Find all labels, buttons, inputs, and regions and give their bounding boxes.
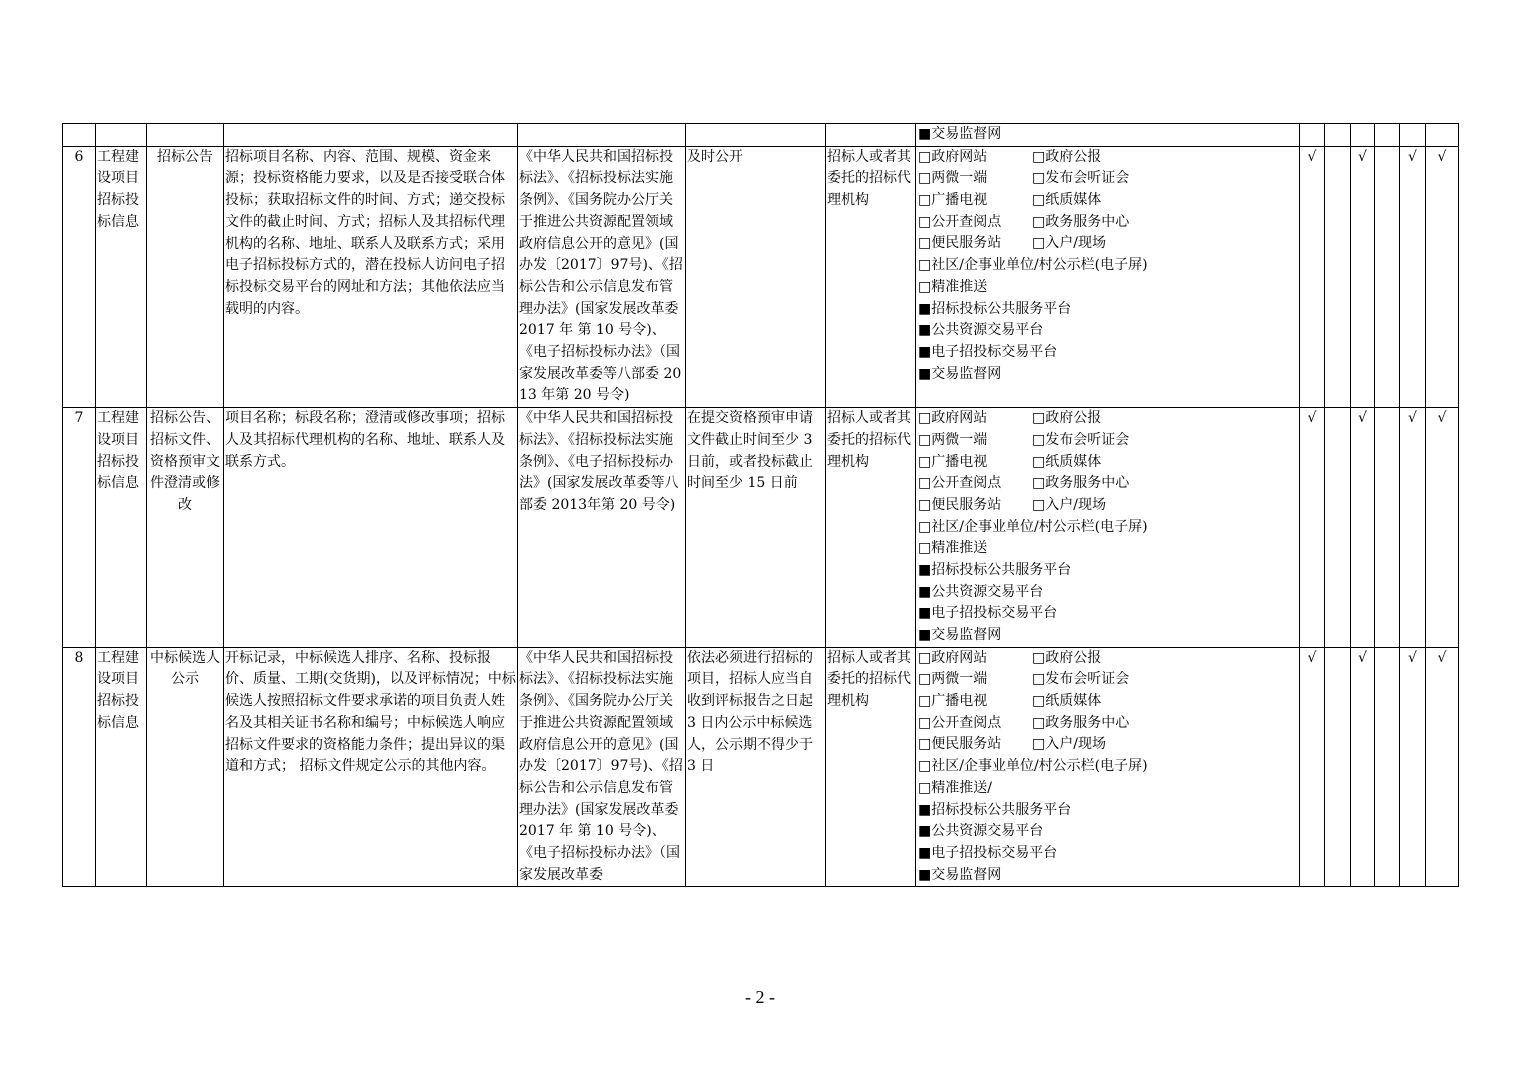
cell-check: √ — [1400, 146, 1426, 407]
channel-line — [918, 691, 1298, 713]
cell-check: √ — [1351, 647, 1375, 887]
cell-subject: 招标人或者其委托的招标代理机构 — [826, 408, 916, 648]
cell-check: √ — [1426, 647, 1459, 887]
cell-basis: 《中华人民共和国招标投标法》、《招标投标法实施条例》、《国务院办公厅关于推进公共资源配置领域政府信息公开的意见》(国办发〔2017〕97号)、《招标公告和公示信息发布管理办法》(国家发展改革委 2017 年 第 10 号令)、《电子招标投标办法》（国家发展改革委等八部委 2013 年第 20 号令) — [518, 146, 686, 407]
channel-option: ■电子招投标交易平台 — [918, 605, 1058, 622]
channel-option: ■电子招投标交易平台 — [918, 844, 1058, 861]
cell-channels — [916, 124, 1300, 147]
channel-option: □政府网站 — [918, 649, 988, 666]
cell-check: √ — [1426, 408, 1459, 648]
cell-category: 工程建设项目招标投标信息 — [96, 408, 147, 648]
cell-check: √ — [1300, 408, 1325, 648]
channel-option: □公开查阅点 — [918, 213, 1002, 230]
channel-option: □入户/现场 — [1032, 235, 1106, 252]
table-row — [63, 647, 1459, 887]
page-number: - 2 - — [745, 987, 775, 1007]
channel-option: □两微一端 — [918, 170, 988, 187]
channel-option: □便民服务站 — [918, 736, 1002, 753]
channel-option: □纸质媒体 — [1032, 453, 1102, 470]
disclosure-table — [62, 123, 1459, 887]
channel-option: □社区/企事业单位/村公示栏(电子屏) — [918, 257, 1148, 274]
channel-option: □社区/企事业单位/村公示栏(电子屏) — [918, 518, 1148, 535]
cell-item — [147, 124, 224, 147]
cell-check: √ — [1351, 146, 1375, 407]
cell-time-limit: 依法必须进行招标的项目，招标人应当自收到评标报告之日起 3 日内公示中标候选人，公示期不得少于 3 日 — [686, 647, 826, 887]
channel-option: □精准推送 — [918, 278, 988, 295]
cell-no: 8 — [63, 647, 96, 887]
cell-time-limit: 在提交资格预审申请文件截止时间至少 3 日前，或者投标截止时间至少 15 日前 — [686, 408, 826, 648]
channel-option: ■交易监督网 — [918, 627, 1002, 643]
channel-option: □广播电视 — [918, 693, 988, 710]
channel-line — [918, 734, 1298, 756]
cell-basis: 《中华人民共和国招标投标法》、《招标投标法实施条例》、《电子招标投标办法》(国家发展改革委等八部委 2013年第 20 号令) — [518, 408, 686, 648]
cell-no — [63, 124, 96, 147]
cell-subject — [826, 124, 916, 147]
cell-check — [1351, 124, 1375, 147]
channel-option: □便民服务站 — [918, 235, 1002, 252]
cell-check — [1375, 146, 1400, 407]
channel-line — [918, 648, 1298, 670]
cell-basis: 《中华人民共和国招标投标法》、《招标投标法实施条例》、《国务院办公厅关于推进公共资源配置领域政府信息公开的意见》(国办发〔2017〕97号)、《招标公告和公示信息发布管理办法》(国家发展改革委 2017 年 第 10 号令)、《电子招标投标办法》（国家发展改革委 — [518, 647, 686, 887]
channel-option: □政府公报 — [1032, 649, 1102, 666]
channel-option: □社区/企事业单位/村公示栏(电子屏) — [918, 758, 1148, 775]
channel-option: ■招标投标公共服务平台 — [918, 561, 1072, 578]
cell-basis — [518, 124, 686, 147]
channel-option: □精准推送 — [918, 540, 988, 557]
cell-channels — [916, 408, 1300, 648]
table-body — [63, 124, 1459, 887]
channel-option: ■交易监督网 — [918, 866, 1002, 883]
channel-option: □入户/现场 — [1032, 496, 1106, 513]
channel-line — [918, 713, 1298, 735]
cell-check: √ — [1300, 647, 1325, 887]
channel-line: ■交易监督网 — [918, 126, 1002, 142]
cell-check: √ — [1400, 647, 1426, 887]
channel-option: ■公共资源交易平台 — [918, 322, 1044, 339]
channel-line — [918, 233, 1298, 255]
cell-category: 工程建设项目招标投标信息 — [96, 647, 147, 887]
channel-option: □政务服务中心 — [1032, 213, 1130, 230]
cell-no: 7 — [63, 408, 96, 648]
channel-option: □政府公报 — [1032, 148, 1102, 165]
cell-channels — [916, 647, 1300, 887]
cell-check — [1325, 408, 1351, 648]
channel-option: □发布会听证会 — [1032, 671, 1130, 688]
channel-option: □公开查阅点 — [918, 714, 1002, 731]
channel-option: □发布会听证会 — [1032, 170, 1130, 187]
cell-content: 开标记录，中标候选人排序、名称、投标报价、质量、工期(交货期)，以及评标情况；中标候选人按照招标文件要求承诺的项目负责人姓名及其相关证书名称和编号；中标候选人响应招标文件要求的资格能力条件；提出异议的渠道和方式； 招标文件规定公示的其他内容。 — [224, 647, 518, 887]
channel-line — [918, 408, 1298, 430]
channel-line — [918, 147, 1298, 169]
cell-check: √ — [1400, 408, 1426, 648]
channel-option: □发布会听证会 — [1032, 431, 1130, 448]
cell-subject: 招标人或者其委托的招标代理机构 — [826, 647, 916, 887]
channel-option: ■电子招投标交易平台 — [918, 343, 1058, 360]
cell-item: 中标候选人公示 — [147, 647, 224, 887]
channel-line — [918, 495, 1298, 517]
cell-channels — [916, 146, 1300, 407]
channel-option: ■公共资源交易平台 — [918, 583, 1044, 600]
channel-line — [918, 669, 1298, 691]
channel-option: ■招标投标公共服务平台 — [918, 801, 1072, 818]
cell-subject: 招标人或者其委托的招标代理机构 — [826, 146, 916, 407]
cell-item: 招标公告、招标文件、资格预审文件澄清或修改 — [147, 408, 224, 648]
channel-option: □公开查阅点 — [918, 475, 1002, 492]
cell-check: √ — [1426, 146, 1459, 407]
table-row-continuation — [63, 124, 1459, 147]
channel-option: □两微一端 — [918, 671, 988, 688]
channel-option: □广播电视 — [918, 453, 988, 470]
cell-check — [1300, 124, 1325, 147]
cell-check — [1325, 146, 1351, 407]
channel-option: ■招标投标公共服务平台 — [918, 300, 1072, 317]
cell-content: 招标项目名称、内容、范围、规模、资金来源；投标资格能力要求，以及是否接受联合体投标；获取招标文件的时间、方式；递交投标文件的截止时间、方式；招标人及其招标代理机构的名称、地址、联系人及联系方式；采用电子招标投标方式的，潜在投标人访问电子招标投标交易平台的网址和方法；其他依法应当载明的内容。 — [224, 146, 518, 407]
channel-option: □政府公报 — [1032, 410, 1102, 427]
cell-item: 招标公告 — [147, 146, 224, 407]
table-row — [63, 408, 1459, 648]
cell-category — [96, 124, 147, 147]
channel-line — [918, 168, 1298, 190]
channel-option: □政务服务中心 — [1032, 714, 1130, 731]
cell-check: √ — [1300, 146, 1325, 407]
channel-option: □纸质媒体 — [1032, 693, 1102, 710]
channel-option: □便民服务站 — [918, 496, 1002, 513]
channel-option: □精准推送/ — [918, 779, 992, 796]
cell-time-limit: 及时公开 — [686, 146, 826, 407]
cell-category: 工程建设项目招标投标信息 — [96, 146, 147, 407]
channel-line — [918, 190, 1298, 212]
cell-check — [1375, 647, 1400, 887]
table-row — [63, 146, 1459, 407]
channel-option: ■交易监督网 — [918, 365, 1002, 382]
cell-check — [1426, 124, 1459, 147]
cell-content — [224, 124, 518, 147]
channel-option: □两微一端 — [918, 431, 988, 448]
channel-option: □入户/现场 — [1032, 736, 1106, 753]
channel-option: □政府网站 — [918, 410, 988, 427]
channel-line — [918, 452, 1298, 474]
cell-check — [1375, 124, 1400, 147]
channel-option: □纸质媒体 — [1032, 192, 1102, 209]
cell-content: 项目名称；标段名称；澄清或修改事项；招标人及其招标代理机构的名称、地址、联系人及联系方式。 — [224, 408, 518, 648]
cell-check — [1325, 124, 1351, 147]
cell-no: 6 — [63, 146, 96, 407]
channel-option: □政务服务中心 — [1032, 475, 1130, 492]
channel-option: □政府网站 — [918, 148, 988, 165]
channel-option: □广播电视 — [918, 192, 988, 209]
cell-check — [1400, 124, 1426, 147]
cell-check — [1325, 647, 1351, 887]
channel-line — [918, 212, 1298, 234]
cell-check: √ — [1351, 408, 1375, 648]
cell-check — [1375, 408, 1400, 648]
channel-line — [918, 473, 1298, 495]
channel-line — [918, 430, 1298, 452]
channel-option: ■公共资源交易平台 — [918, 823, 1044, 840]
cell-time-limit — [686, 124, 826, 147]
